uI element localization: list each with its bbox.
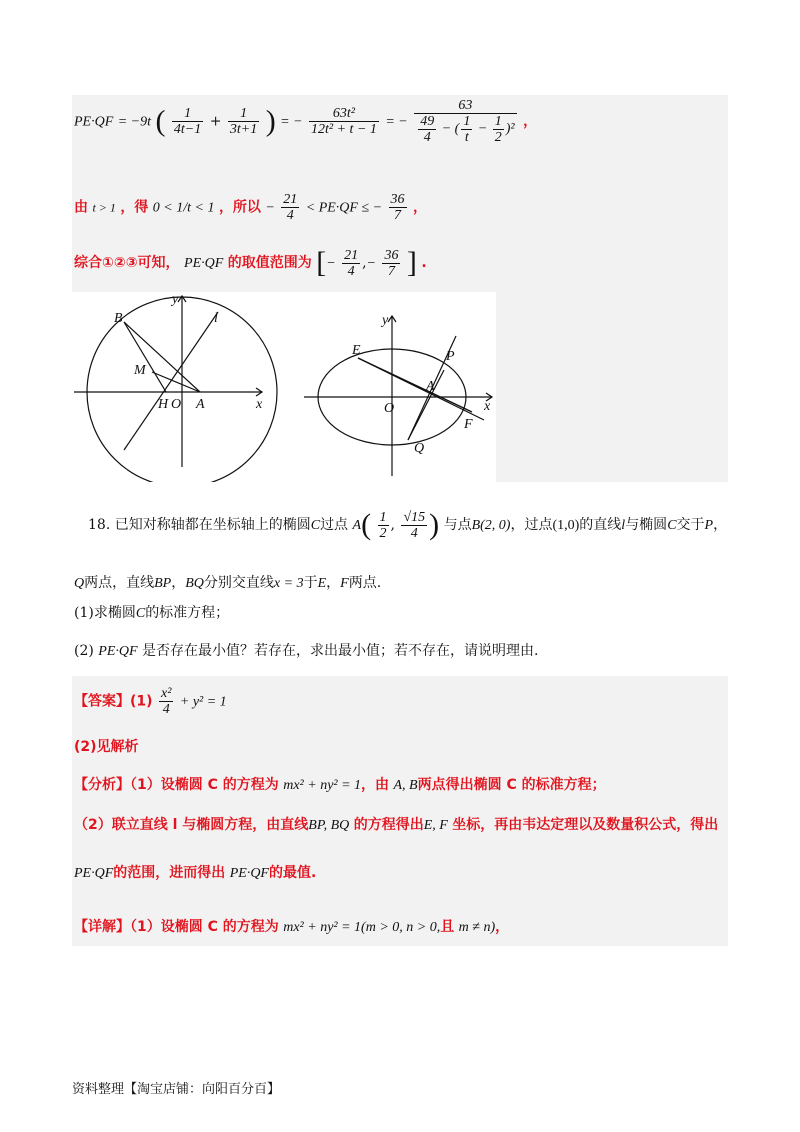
footer-text: 资料整理【淘宝店铺：向阳百分百】	[72, 1082, 281, 1097]
left-y-label: y	[172, 292, 179, 307]
geometry-figure	[72, 292, 496, 482]
right-y-label: y	[382, 313, 389, 328]
detail-line-1: 【详解】（1）设椭圆 C 的方程为 mx² + ny² = 1(m > 0, n > 0,且 m ≠ n)，	[74, 919, 510, 935]
problem-q1: (1)求椭圆C的标准方程；	[74, 605, 230, 621]
left-A-label: A	[196, 397, 205, 412]
solution-shade-right	[496, 292, 728, 482]
left-B-label: B	[114, 311, 123, 326]
vector-expr: PE·QF	[74, 114, 114, 130]
right-Q-label: Q	[414, 441, 425, 456]
figure-svg	[72, 292, 496, 482]
right-E-label: E	[352, 343, 361, 358]
segment-BH	[124, 322, 166, 392]
left-H-label: H	[158, 397, 169, 412]
right-P-label: P	[446, 349, 455, 364]
left-O-label: O	[171, 397, 182, 412]
left-l-label: l	[214, 311, 218, 326]
analysis-line-2: （2）联立直线 l 与椭圆方程，由直线BP, BQ 的方程得出E, F 坐标，再由韦达定理以及数量积公式，得出	[74, 817, 719, 833]
analysis-line-1: 【分析】（1）设椭圆 C 的方程为 mx² + ny² = 1，由 A, B两点得出椭圆 C 的标准方程；	[74, 777, 606, 793]
analysis-line-3: PE·QF的范围，进而得出 PE·QF的最值.	[74, 865, 317, 881]
segment-BA	[124, 322, 200, 392]
solution-eq-1: PE·QF = −9t ( $\frac{1}{4t-1}$ + $\frac{1}{3t+1}$ ) = − $\frac{\text{63t²}}{\text{12t² + t − 1}}$ = − 63 $\frac{49}{4}$ − ( $\frac{1}{t}$ − $\frac{1}{2}$ )² ，	[74, 98, 538, 145]
segment-MA	[152, 372, 200, 392]
right-x-label: x	[484, 399, 491, 414]
line-l	[124, 312, 218, 450]
right-F-label: F	[464, 417, 473, 432]
answer-line-2: (2)见解析	[74, 739, 139, 755]
left-M-label: M	[134, 363, 146, 378]
solution-line-2: 由 t > 1 ，得 0 < 1/t < 1 ，所以 − $\frac{21}{4}$ < PE·QF ≤ − $\frac{36}{7}$ ，	[74, 192, 427, 223]
right-O-label: O	[384, 401, 395, 416]
right-A-label: A	[426, 379, 435, 394]
answer-line-1: 【答案】(1) $\frac{\text{x²}}{4}$ + y² = 1	[74, 686, 227, 717]
left-x-label: x	[256, 397, 263, 412]
solution-line-3: 综合①②③可知， PE·QF 的取值范围为 [− $\frac{21}{4}$ ,− $\frac{36}{7}$ ] .	[74, 246, 427, 279]
problem-line-1: 18. 已知对称轴都在坐标轴上的椭圆C过点 A( $\frac{1}{2}$ , $\frac{√15}{4}$ ) 与点B(2, 0)，过点(1,0)的直线l与椭圆C交于P，	[88, 508, 728, 541]
problem-line-2: Q两点，直线BP，BQ分别交直线x = 3于E，F两点.	[74, 575, 382, 591]
problem-q2: (2) PE·QF 是否存在最小值？若存在，求出最小值；若不存在，请说明理由.	[74, 643, 539, 659]
